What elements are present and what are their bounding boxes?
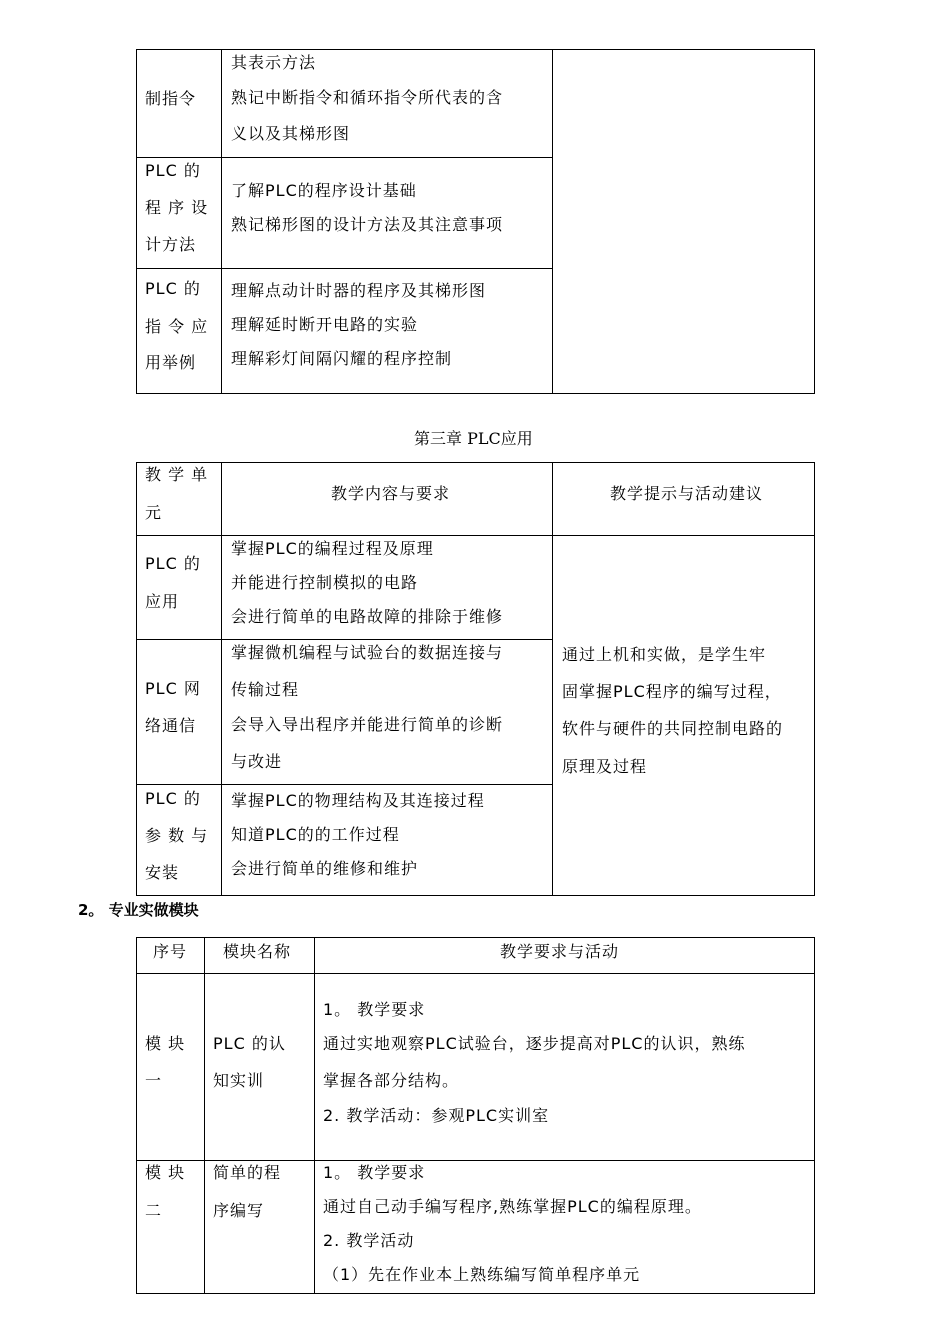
table2-header-divider: [136, 535, 815, 536]
table-cell-no: 一: [145, 1071, 163, 1090]
table-cell-content: 与改进: [231, 752, 283, 771]
table-cell-content: 掌握PLC的物理结构及其连接过程: [231, 791, 485, 810]
table-cell-content: 理解点动计时器的程序及其梯形图: [231, 281, 487, 300]
table-cell-content: 其表示方法: [231, 53, 317, 72]
table-cell-req: （1）先在作业本上熟练编写简单程序单元: [323, 1265, 641, 1284]
table-cell-req: 掌握各部分结构。: [323, 1071, 460, 1090]
table-cell-unit: PLC 网: [145, 679, 201, 698]
table2-col-divider-1: [221, 462, 222, 896]
table2-row-divider: [136, 639, 552, 640]
table-cell-req: 1。 教学要求: [323, 1000, 426, 1019]
table-cell-name: 序编写: [213, 1201, 265, 1220]
table-cell-content: 了解PLC的程序设计基础: [231, 181, 417, 200]
table-cell-no: 模 块: [145, 1163, 186, 1182]
chapter-title: 第三章 PLC应用: [414, 429, 533, 448]
table-cell-no: 模 块: [145, 1034, 186, 1053]
table-cell-name: 知实训: [213, 1071, 265, 1090]
table3-col-divider-2: [314, 937, 315, 1294]
table-cell-tips: 原理及过程: [562, 757, 648, 776]
table-cell-unit: PLC 的: [145, 161, 201, 180]
table-cell-unit: 络通信: [145, 716, 197, 735]
table3-row-divider: [136, 1160, 815, 1161]
table-cell-content: 传输过程: [231, 680, 300, 699]
table-header-name: 模块名称: [223, 942, 292, 961]
table-cell-unit: 参 数 与: [145, 826, 209, 845]
table-header-req: 教学要求与活动: [500, 942, 620, 961]
table-cell-content: 掌握PLC的编程过程及原理: [231, 539, 434, 558]
table-cell-content: 知道PLC的的工作过程: [231, 825, 400, 844]
table-cell-req: 通过实地观察PLC试验台，逐步提高对PLC的认识，熟练: [323, 1034, 746, 1053]
table-cell-unit: 制指令: [145, 89, 197, 108]
table-cell-content: 理解彩灯间隔闪耀的程序控制: [231, 349, 453, 368]
table-cell-req: 通过自己动手编写程序,熟练掌握PLC的编程原理。: [323, 1197, 702, 1216]
table-cell-unit: 用举例: [145, 353, 197, 372]
table1-col-divider-2: [552, 49, 553, 394]
table-cell-req: 2. 教学活动: [323, 1231, 415, 1250]
table-header-unit: 教 学 单: [145, 465, 209, 484]
table-cell-tips: 软件与硬件的共同控制电路的: [562, 719, 784, 738]
table-cell-content: 理解延时断开电路的实验: [231, 315, 419, 334]
table-cell-unit: PLC 的: [145, 789, 201, 808]
table-cell-unit: PLC 的: [145, 279, 201, 298]
table-cell-unit: 应用: [145, 592, 180, 611]
table-cell-content: 熟记梯形图的设计方法及其注意事项: [231, 215, 504, 234]
table-cell-unit: 指 令 应: [145, 317, 209, 336]
table-header-unit: 元: [145, 503, 163, 522]
table-cell-unit: 安装: [145, 863, 180, 882]
table-cell-content: 义以及其梯形图: [231, 124, 351, 143]
table1-row-divider: [136, 157, 552, 158]
table-cell-content: 掌握微机编程与试验台的数据连接与: [231, 643, 504, 662]
table2-col-divider-2: [552, 462, 553, 896]
table-cell-tips: 通过上机和实做，是学生牢: [562, 645, 767, 664]
table-cell-content: 会进行简单的电路故障的排除于维修: [231, 607, 504, 626]
table-cell-tips: 固掌握PLC程序的编写过程，: [562, 682, 782, 701]
section-heading: 2。 专业实做模块: [78, 901, 199, 919]
table-cell-no: 二: [145, 1201, 163, 1220]
table-cell-content: 熟记中断指令和循环指令所代表的含: [231, 88, 504, 107]
table-cell-content: 会进行简单的维修和维护: [231, 859, 419, 878]
table-header-tips: 教学提示与活动建议: [610, 484, 764, 503]
table-header-content: 教学内容与要求: [331, 484, 451, 503]
table-cell-unit: 程 序 设: [145, 198, 209, 217]
table-header-no: 序号: [153, 942, 188, 961]
table-cell-req: 2. 教学活动：参观PLC实训室: [323, 1106, 550, 1125]
table1-col-divider-1: [221, 49, 222, 394]
table1-row-divider: [136, 268, 552, 269]
table2-row-divider: [136, 784, 552, 785]
table-cell-name: PLC 的认: [213, 1034, 286, 1053]
table-cell-content: 并能进行控制模拟的电路: [231, 573, 419, 592]
table-cell-name: 简单的程: [213, 1163, 282, 1182]
table3-col-divider-1: [204, 937, 205, 1294]
table3-header-divider: [136, 973, 815, 974]
table-cell-content: 会导入导出程序并能进行简单的诊断: [231, 715, 504, 734]
table-cell-unit: 计方法: [145, 235, 197, 254]
table-cell-req: 1。 教学要求: [323, 1163, 426, 1182]
table-cell-unit: PLC 的: [145, 554, 201, 573]
